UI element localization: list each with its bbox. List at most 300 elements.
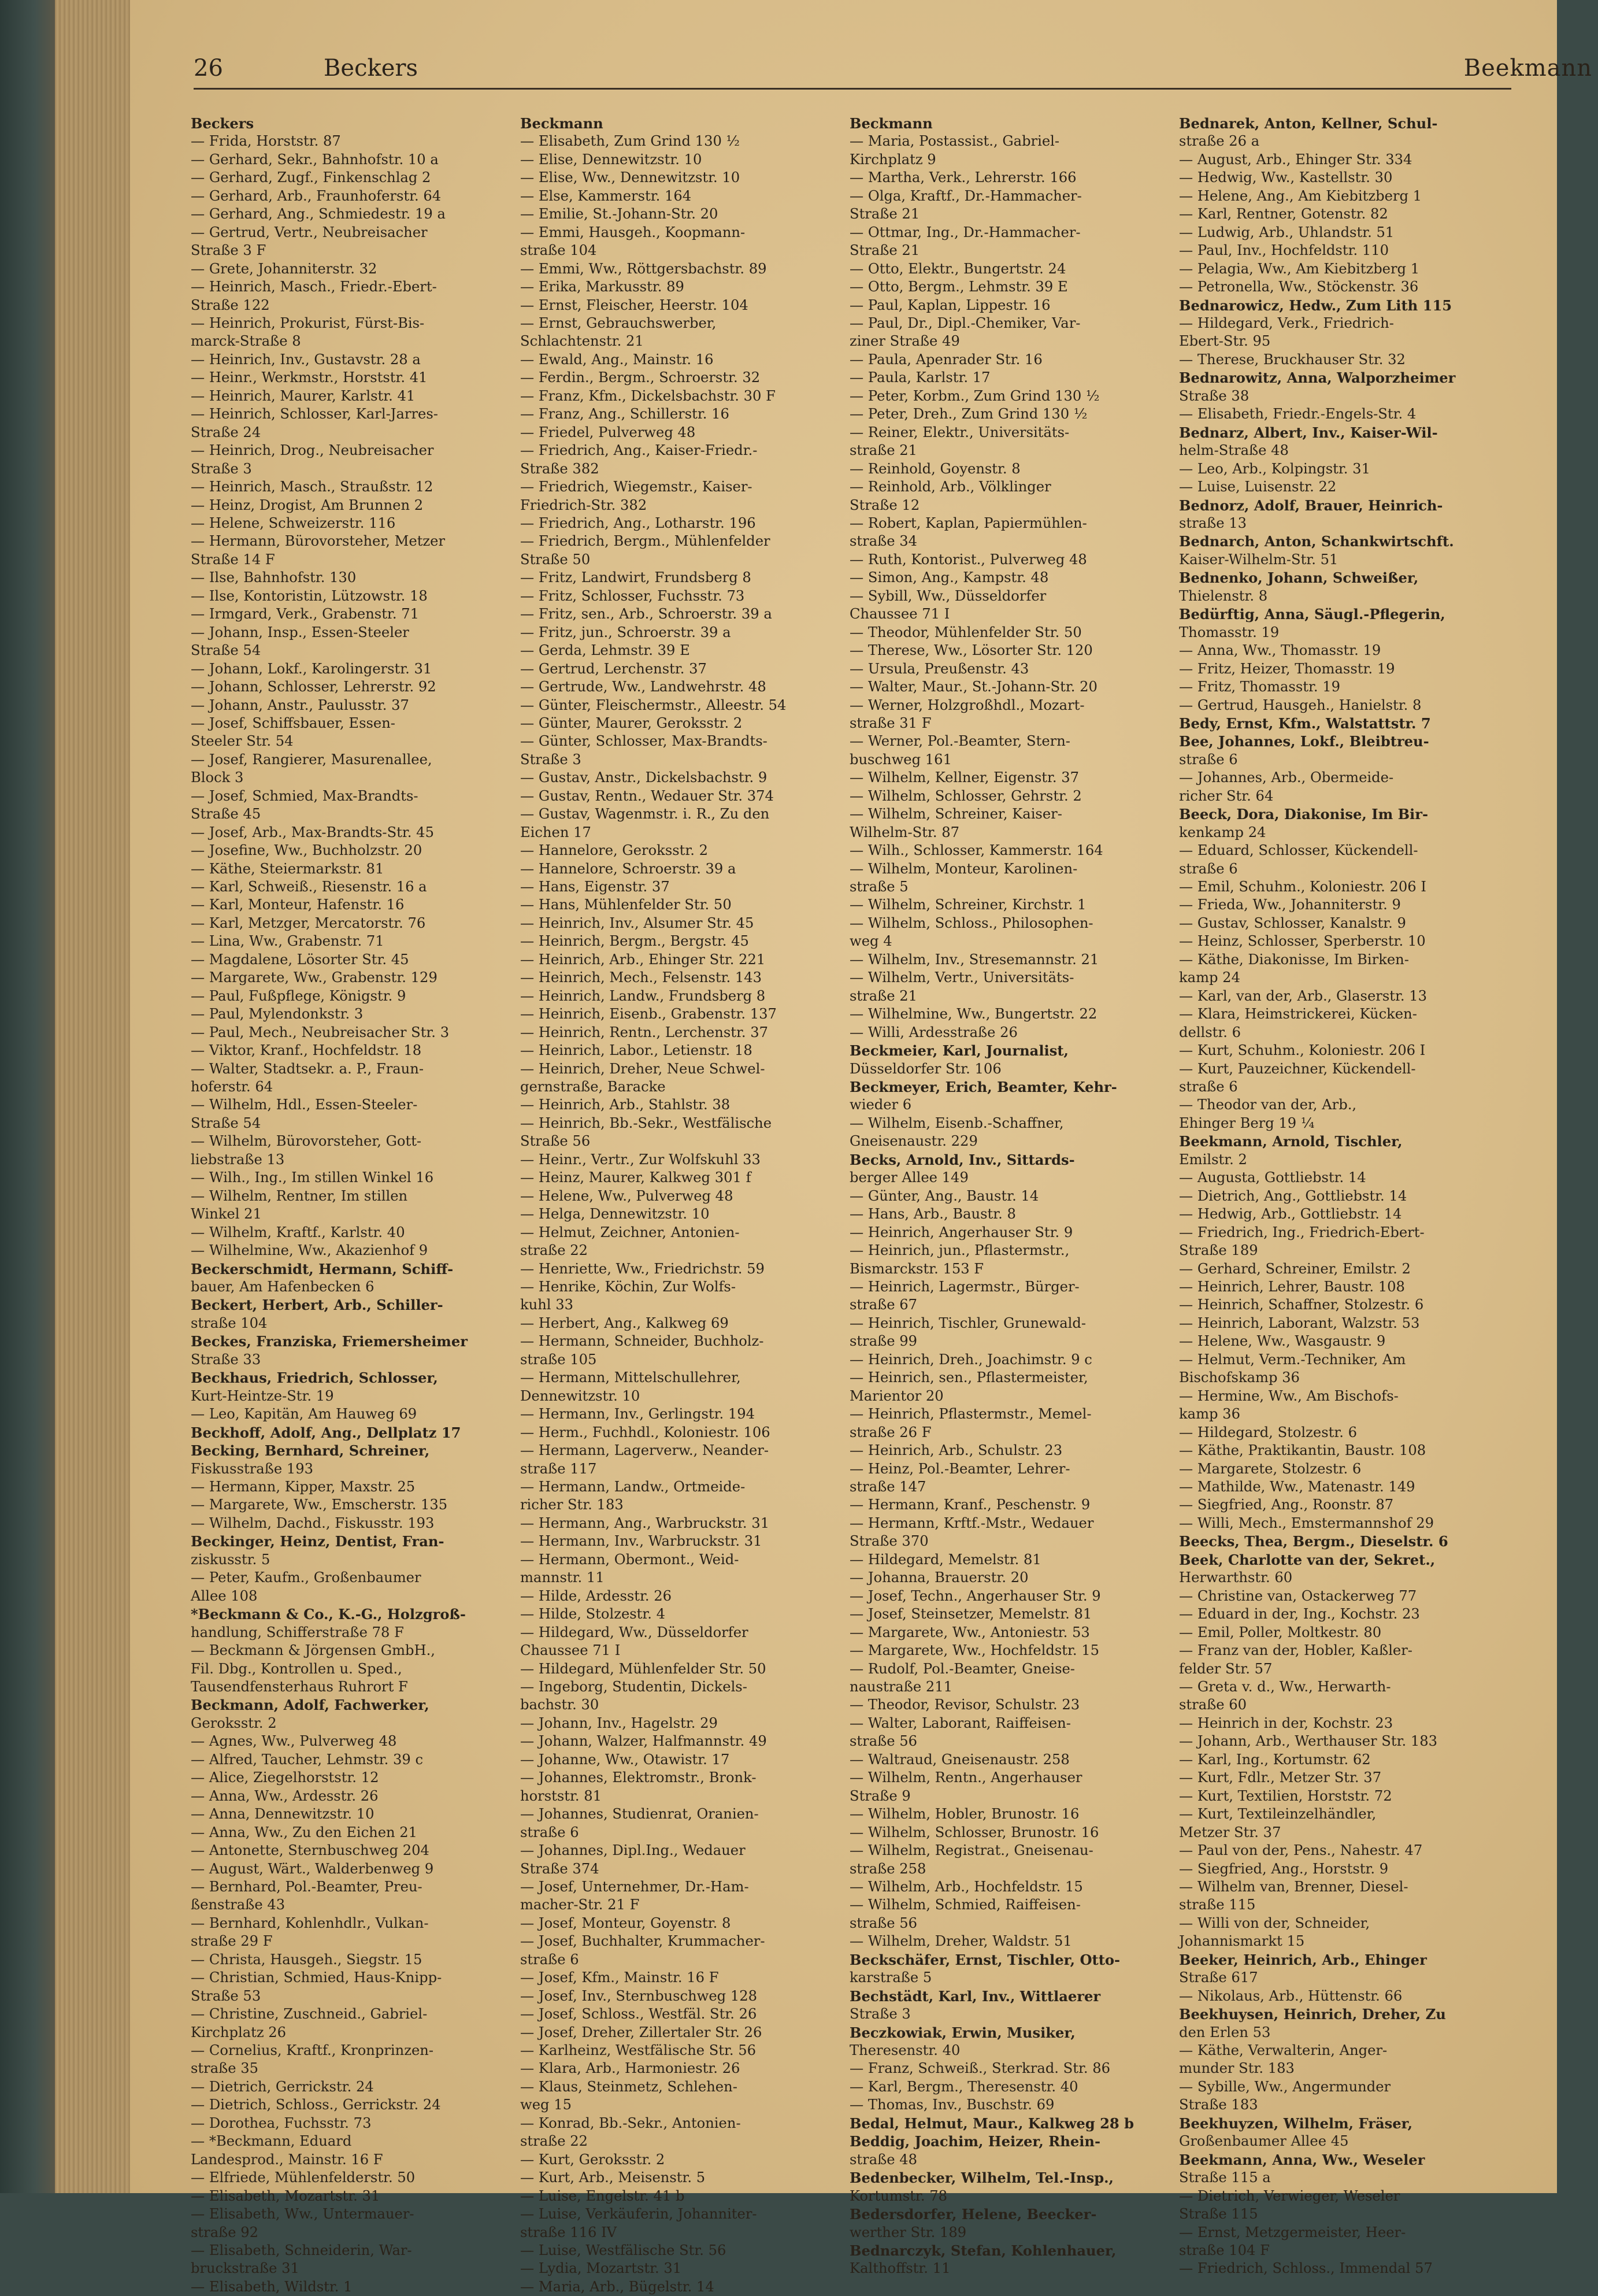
directory-entry: — Franz, Kfm., Dickelsbachstr. 30 F (520, 387, 776, 404)
directory-entry: — Karlheinz, Westfälische Str. 56 (520, 2042, 757, 2059)
directory-entry: — Helmut, Verm.-Techniker, Am (1179, 1351, 1406, 1368)
directory-entry: — Walter, Laborant, Raiffeisen- (850, 1714, 1071, 1731)
directory-entry: — Magdalene, Lösorter Str. 45 (191, 951, 409, 968)
directory-surname-entry: Beckschäfer, Ernst, Tischler, Otto- (850, 1951, 1121, 1968)
directory-entry: — Heinrich, Masch., Straußstr. 12 (191, 479, 433, 495)
directory-entry: — Klaus, Steinmetz, Schlehen- (520, 2078, 737, 2095)
directory-entry: straße 6 (1179, 860, 1238, 877)
directory-entry: — Hermann, Kipper, Maxstr. 25 (191, 1478, 416, 1495)
directory-entry: — Josef, Inv., Sternbuschweg 128 (520, 1987, 758, 2004)
directory-entry: — Wilhelm, Schreiner, Kirchstr. 1 (850, 897, 1087, 913)
directory-entry: — Karl, Monteur, Hafenstr. 16 (191, 897, 405, 913)
directory-entry: — Dietrich, Gerrickstr. 24 (191, 2078, 374, 2095)
directory-entry: — Fritz, Heizer, Thomasstr. 19 (1179, 660, 1395, 677)
directory-entry: — Heinrich, Lagermstr., Bürger- (850, 1279, 1080, 1295)
directory-entry: — Hermann, Lagerverw., Neander- (520, 1442, 769, 1459)
directory-entry: kenkamp 24 (1179, 824, 1266, 840)
directory-entry: — Ernst, Gebrauchswerber, (520, 314, 717, 331)
directory-entry: straße 60 (1179, 1697, 1247, 1713)
directory-entry: — Emmi, Hausgeh., Koopmann- (520, 224, 746, 240)
directory-entry: — Kurt, Textileinzelhändler, (1179, 1806, 1377, 1823)
directory-entry: — Willi, Ardesstraße 26 (850, 1024, 1018, 1040)
page-number: 26 (194, 55, 223, 82)
directory-entry: — Heinrich, Landw., Frundsberg 8 (520, 987, 766, 1004)
directory-entry: — Karl, Ing., Kortumstr. 62 (1179, 1751, 1371, 1768)
directory-entry: — Christa, Hausgeh., Siegstr. 15 (191, 1951, 422, 1968)
directory-entry: — Ilse, Kontoristin, Lützowstr. 18 (191, 587, 428, 604)
directory-entry: Straße 382 (520, 460, 599, 477)
directory-surname-entry: Beckhaus, Friedrich, Schlosser, (191, 1369, 438, 1387)
directory-entry: straße 6 (520, 1951, 579, 1968)
directory-entry: — Josef, Unternehmer, Dr.-Ham- (520, 1878, 749, 1895)
directory-surname-entry: Beecks, Thea, Bergm., Dieselstr. 6 (1179, 1533, 1448, 1550)
directory-entry: — Günter, Ang., Baustr. 14 (850, 1187, 1039, 1204)
directory-entry: — Friedrich, Ing., Friedrich-Ebert- (1179, 1224, 1425, 1240)
directory-entry: — Sybill, Ww., Düsseldorfer (850, 587, 1047, 604)
directory-entry: — Heinrich, Dreh., Joachimstr. 9 c (850, 1351, 1092, 1368)
directory-entry: — Hermann, Schneider, Buchholz- (520, 1333, 764, 1350)
directory-surname-entry: Beczkowiak, Erwin, Musiker, (850, 2024, 1076, 2041)
directory-entry: — Günter, Schlosser, Max-Brandts- (520, 733, 768, 750)
directory-page (130, 0, 1592, 2295)
directory-entry: hoferstr. 64 (191, 1079, 273, 1095)
directory-entry: — Kurt, Pauzeichner, Kückendell- (1179, 1060, 1416, 1077)
directory-entry: — Walter, Maur., St.-Johann-Str. 20 (850, 679, 1098, 695)
directory-entry: — Christine van, Ostackerweg 77 (1179, 1587, 1417, 1604)
directory-entry: — Hermann, Krftf.-Mstr., Wedauer (850, 1514, 1094, 1531)
directory-entry: Straße 3 (850, 2006, 911, 2023)
directory-entry: — Hedwig, Ww., Kastellstr. 30 (1179, 169, 1393, 186)
directory-entry: berger Allee 149 (850, 1169, 969, 1186)
directory-entry: — Hermann, Kranf., Peschenstr. 9 (850, 1497, 1091, 1513)
directory-entry: Straße 33 (191, 1351, 261, 1368)
directory-entry: — Paul, Dr., Dipl.-Chemiker, Var- (850, 314, 1081, 331)
directory-entry: straße 67 (850, 1297, 918, 1313)
directory-entry: — Josef, Buchhalter, Krummacher- (520, 1933, 765, 1950)
directory-entry: — Luise, Luisenstr. 22 (1179, 479, 1337, 495)
directory-entry: — Heinrich, Drog., Neubreisacher (191, 442, 434, 459)
directory-entry: — Heinrich, sen., Pflastermeister, (850, 1369, 1088, 1386)
directory-entry: Straße 617 (1179, 1969, 1258, 1986)
directory-surname-entry: Bednenko, Johann, Schweißer, (1179, 569, 1419, 587)
directory-entry: Straße 183 (1179, 2097, 1258, 2113)
directory-entry: Emilstr. 2 (1179, 1151, 1247, 1168)
directory-entry: dellstr. 6 (1179, 1024, 1241, 1040)
directory-entry: — Wilhelm, Inv., Stresemannstr. 21 (850, 951, 1099, 968)
directory-entry: — Erika, Markusstr. 89 (520, 279, 684, 295)
directory-entry: — Reiner, Elektr., Universitäts- (850, 424, 1070, 440)
directory-entry: — Theodor, Mühlenfelder Str. 50 (850, 624, 1082, 640)
directory-entry: — Heinz, Pol.-Beamter, Lehrer- (850, 1460, 1070, 1477)
directory-entry: straße 21 (850, 442, 918, 459)
directory-entry: — Wilhelm, Vertr., Universitäts- (850, 969, 1074, 986)
directory-entry: — Paula, Karlstr. 17 (850, 369, 991, 386)
directory-entry: — Günter, Maurer, Geroksstr. 2 (520, 714, 743, 731)
directory-surname-entry: Beckinger, Heinz, Dentist, Fran- (191, 1533, 444, 1550)
directory-entry: Straße 3 F (191, 242, 266, 259)
directory-entry: straße 258 (850, 1860, 926, 1877)
directory-entry: — Franz van der, Hobler, Kaßler- (1179, 1642, 1412, 1659)
directory-entry: — Hermann, Landw., Ortmeide- (520, 1478, 746, 1495)
directory-entry: Johannismarkt 15 (1179, 1933, 1305, 1950)
directory-column-1 (191, 114, 514, 2296)
directory-entry: — Hans, Mühlenfelder Str. 50 (520, 897, 732, 913)
directory-entry: — Heinrich, Schaffner, Stolzestr. 6 (1179, 1297, 1424, 1313)
directory-entry: — Emil, Poller, Moltkestr. 80 (1179, 1624, 1382, 1640)
directory-entry: — Paul, Inv., Hochfeldstr. 110 (1179, 242, 1389, 259)
directory-entry: wieder 6 (850, 1097, 912, 1113)
directory-entry: — Dietrich, Ang., Gottliebstr. 14 (1179, 1187, 1407, 1204)
directory-entry: — Gerda, Lehmstr. 39 E (520, 642, 690, 659)
directory-surname-entry: Bednarczyk, Stefan, Kohlenhauer, (850, 2242, 1117, 2260)
directory-entry: — Friedrich, Ang., Lotharstr. 196 (520, 514, 756, 531)
directory-entry: Düsseldorfer Str. 106 (850, 1060, 1002, 1077)
directory-entry: — Josef, Arb., Max-Brandts-Str. 45 (191, 824, 434, 840)
directory-entry: — Bernhard, Pol.-Beamter, Preu- (191, 1878, 422, 1895)
directory-entry: — Heinrich, Schlosser, Karl-Jarres- (191, 406, 438, 423)
directory-entry: — Heinrich, Arb., Schulstr. 23 (850, 1442, 1063, 1459)
directory-entry: straße 104 F (1179, 2242, 1270, 2259)
directory-entry: — Hildegard, Ww., Düsseldorfer (520, 1624, 748, 1640)
directory-column-4 (1179, 114, 1526, 2278)
directory-entry: — Anna, Ww., Zu den Eichen 21 (191, 1824, 418, 1840)
directory-entry: straße 26 a (1179, 133, 1260, 150)
directory-entry: straße 99 (850, 1333, 918, 1350)
directory-entry: — Kurt, Schuhm., Koloniestr. 206 I (1179, 1042, 1426, 1059)
directory-entry: — Luise, Engelstr. 41 b (520, 2187, 685, 2204)
directory-entry: helm-Straße 48 (1179, 442, 1289, 459)
directory-entry: — Gerhard, Arb., Fraunhoferstr. 64 (191, 187, 442, 204)
directory-entry: — Reinhold, Goyenstr. 8 (850, 460, 1021, 477)
directory-entry: — Luise, Verkäuferin, Johanniter- (520, 2206, 757, 2223)
directory-entry: — Sybille, Ww., Angermunder (1179, 2078, 1391, 2095)
directory-entry: — Johannes, Studienrat, Oranien- (520, 1806, 759, 1823)
directory-entry: — Heinrich, Lehrer, Baustr. 108 (1179, 1279, 1405, 1295)
directory-entry: straße 104 (191, 1314, 268, 1331)
directory-entry: — Elisabeth, Friedr.-Engels-Str. 4 (1179, 406, 1417, 423)
directory-entry: — Heinz, Schlosser, Sperberstr. 10 (1179, 933, 1426, 950)
directory-entry: — Elise, Dennewitzstr. 10 (520, 151, 702, 168)
directory-entry: Straße 38 (1179, 387, 1250, 404)
directory-entry: — Ilse, Bahnhofstr. 130 (191, 569, 357, 586)
directory-entry: — Luise, Westfälische Str. 56 (520, 2242, 726, 2259)
directory-entry: — Dorothea, Fuchsstr. 73 (191, 2114, 372, 2131)
directory-surname-entry: Beckes, Franziska, Friemersheimer (191, 1333, 468, 1350)
directory-entry: — Hans, Eigenstr. 37 (520, 879, 670, 895)
directory-entry: Straße 9 (850, 1787, 911, 1804)
directory-entry: Kirchplatz 26 (191, 2024, 287, 2041)
directory-entry: — Hermann, Inv., Warbruckstr. 31 (520, 1533, 762, 1550)
header-rule (194, 88, 1511, 90)
directory-entry: Straße 374 (520, 1860, 599, 1877)
directory-entry: — Kurt, Arb., Meisenstr. 5 (520, 2169, 706, 2186)
directory-entry: — Paula, Apenrader Str. 16 (850, 351, 1043, 368)
directory-entry: — Eduard in der, Ing., Kochstr. 23 (1179, 1606, 1420, 1623)
directory-entry: Theresenstr. 40 (850, 2042, 961, 2059)
directory-entry: Straße 54 (191, 642, 261, 659)
directory-entry: — Wilhelm, Rentn., Angerhauser (850, 1769, 1082, 1786)
directory-entry: Straße 115 (1179, 2206, 1258, 2223)
directory-entry: straße 105 (520, 1351, 597, 1368)
directory-entry: — Otto, Elektr., Bungertstr. 24 (850, 260, 1066, 277)
directory-surname-entry: Bednorz, Adolf, Brauer, Heinrich- (1179, 497, 1443, 514)
directory-entry: — Heinrich, Eisenb., Grabenstr. 137 (520, 1006, 777, 1023)
directory-entry: — Elisabeth, Schneiderin, War- (191, 2242, 412, 2259)
directory-entry: straße 34 (850, 533, 918, 550)
directory-entry: — Heinr., Vertr., Zur Wolfskuhl 33 (520, 1151, 761, 1168)
directory-entry: — Antonette, Sternbuschweg 204 (191, 1842, 429, 1859)
directory-entry: — Walter, Stadtsekr. a. P., Fraun- (191, 1060, 424, 1077)
directory-entry: Straße 122 (191, 297, 270, 313)
directory-entry: — Emmi, Ww., Röttgersbachstr. 89 (520, 260, 767, 277)
directory-entry: — Hermann, Mittelschullehrer, (520, 1369, 741, 1386)
directory-entry: Straße 14 F (191, 551, 275, 568)
directory-surname-entry: Beckhoff, Adolf, Ang., Dellplatz 17 (191, 1424, 461, 1441)
directory-entry: Ebert-Str. 95 (1179, 333, 1271, 350)
directory-entry: liebstraße 13 (191, 1151, 285, 1168)
directory-entry: — Gerhard, Ang., Schmiedestr. 19 a (191, 206, 446, 223)
directory-entry: — Hermann, Inv., Gerlingstr. 194 (520, 1406, 755, 1423)
directory-entry: — Konrad, Bb.-Sekr., Antonien- (520, 2114, 741, 2131)
directory-entry: — Kurt, Fdlr., Metzer Str. 37 (1179, 1769, 1382, 1786)
directory-entry: — Wilhelm, Dachd., Fiskusstr. 193 (191, 1514, 435, 1531)
directory-entry: — Friedrich, Ang., Kaiser-Friedr.- (520, 442, 758, 459)
directory-entry: — Karl, Metzger, Mercatorstr. 76 (191, 914, 426, 931)
directory-entry: — Helene, Ang., Am Kiebitzberg 1 (1179, 187, 1422, 204)
directory-entry: Straße 3 (191, 460, 252, 477)
directory-entry: — Karl, Bergm., Theresenstr. 40 (850, 2078, 1078, 2095)
directory-entry: bachstr. 30 (520, 1697, 599, 1713)
directory-entry: — Heinrich, Tischler, Grunewald- (850, 1314, 1087, 1331)
directory-surname-entry: Beckmann (520, 115, 603, 132)
directory-surname-entry: Beeker, Heinrich, Arb., Ehinger (1179, 1951, 1427, 1968)
directory-entry: — Paul, Mylendonkstr. 3 (191, 1006, 364, 1023)
directory-entry: — Alice, Ziegelhorststr. 12 (191, 1769, 379, 1786)
directory-entry: — Viktor, Kranf., Hochfeldstr. 18 (191, 1042, 422, 1059)
directory-entry: straße 13 (1179, 514, 1247, 531)
directory-entry: handlung, Schifferstraße 78 F (191, 1624, 404, 1640)
directory-entry: — Herm., Fuchhdl., Koloniestr. 106 (520, 1424, 770, 1440)
directory-entry: — Gertrud, Lerchenstr. 37 (520, 660, 707, 677)
directory-entry: — Robert, Kaplan, Papiermühlen- (850, 514, 1087, 531)
directory-entry: — Hildegard, Stolzestr. 6 (1179, 1424, 1358, 1440)
directory-entry: — Wilh., Ing., Im stillen Winkel 16 (191, 1169, 434, 1186)
directory-entry: Chaussee 71 I (520, 1642, 621, 1659)
directory-entry: — Friedrich, Wiegemstr., Kaiser- (520, 479, 752, 495)
directory-entry: — Petronella, Ww., Stöckenstr. 36 (1179, 279, 1419, 295)
directory-entry: — Wilhelm, Dreher, Waldstr. 51 (850, 1933, 1072, 1950)
directory-entry: — Karl, Schweiß., Riesenstr. 16 a (191, 879, 427, 895)
directory-entry: Straße 53 (191, 1987, 261, 2004)
directory-column-3 (850, 114, 1173, 2278)
directory-entry: — Simon, Ang., Kampstr. 48 (850, 569, 1049, 586)
directory-entry: — Wilhelm, Kraftf., Karlstr. 40 (191, 1224, 405, 1240)
directory-surname-entry: Beckert, Herbert, Arb., Schiller- (191, 1297, 443, 1314)
directory-entry: — Hermann, Bürovorsteher, Metzer (191, 533, 446, 550)
directory-entry: — Fritz, jun., Schroerstr. 39 a (520, 624, 731, 640)
directory-entry: — Alfred, Taucher, Lehmstr. 39 c (191, 1751, 424, 1768)
directory-surname-entry: Beckmeyer, Erich, Beamter, Kehr- (850, 1079, 1117, 1096)
directory-entry: — Margarete, Ww., Hochfeldstr. 15 (850, 1642, 1100, 1659)
directory-entry: ziner Straße 49 (850, 333, 960, 350)
directory-entry: — Grete, Johanniterstr. 32 (191, 260, 377, 277)
directory-entry: — Wilhelmine, Ww., Akazienhof 9 (191, 1242, 428, 1259)
directory-entry: Straße 24 (191, 424, 261, 440)
directory-entry: — Eduard, Schlosser, Kückendell- (1179, 842, 1418, 859)
directory-entry: — Heinrich, Dreher, Neue Schwel- (520, 1060, 765, 1077)
directory-entry: — Werner, Holzgroßhdl., Mozart- (850, 697, 1085, 713)
directory-entry: Straße 12 (850, 497, 920, 513)
directory-entry: — Peter, Dreh., Zum Grind 130 ½ (850, 406, 1088, 423)
directory-entry: — Christian, Schmied, Haus-Knipp- (191, 1969, 442, 1986)
directory-entry: horststr. 81 (520, 1787, 602, 1804)
directory-entry: — Hedwig, Arb., Gottliebstr. 14 (1179, 1206, 1402, 1223)
directory-entry: — Olga, Kraftf., Dr.-Hammacher- (850, 187, 1082, 204)
directory-entry: — Hildegard, Verk., Friedrich- (1179, 314, 1394, 331)
directory-entry: — Johannes, Elektromstr., Bronk- (520, 1769, 757, 1786)
directory-entry: straße 117 (520, 1460, 597, 1477)
directory-entry: — Josef, Schmied, Max-Brandts- (191, 787, 418, 804)
directory-entry: — Franz, Ang., Schillerstr. 16 (520, 406, 729, 423)
directory-entry: — Hannelore, Geroksstr. 2 (520, 842, 709, 859)
directory-entry: straße 115 (1179, 1897, 1256, 1913)
directory-entry: munder Str. 183 (1179, 2060, 1295, 2077)
directory-entry: — Heinrich, Inv., Alsumer Str. 45 (520, 914, 754, 931)
directory-entry: — Heinrich, Mech., Felsenstr. 143 (520, 969, 762, 986)
directory-entry: Chaussee 71 I (850, 606, 950, 623)
directory-entry: Straße 115 a (1179, 2169, 1271, 2186)
directory-entry: — Klara, Arb., Harmoniestr. 26 (520, 2060, 740, 2077)
directory-entry: — Helga, Dennewitzstr. 10 (520, 1206, 710, 1223)
directory-entry: — Wilhelm, Hobler, Brunostr. 16 (850, 1806, 1080, 1823)
directory-entry: — Siegfried, Ang., Roonstr. 87 (1179, 1497, 1394, 1513)
directory-entry: — Anna, Ww., Ardesstr. 26 (191, 1787, 379, 1804)
directory-surname-entry: Bedal, Helmut, Maur., Kalkweg 28 b (850, 2114, 1134, 2132)
directory-entry: — Christine, Zuschneid., Gabriel- (191, 2006, 428, 2023)
directory-entry: — Heinz, Drogist, Am Brunnen 2 (191, 497, 424, 513)
directory-entry: — Friedel, Pulverweg 48 (520, 424, 696, 440)
directory-entry: — Irmgard, Verk., Grabenstr. 71 (191, 606, 419, 623)
directory-entry: — Johann, Arb., Werthauser Str. 183 (1179, 1733, 1438, 1750)
directory-entry: — Johann, Inv., Hagelstr. 29 (520, 1714, 718, 1731)
directory-entry: — Heinrich, Arb., Ehinger Str. 221 (520, 951, 766, 968)
directory-entry: straße 22 (520, 2133, 588, 2150)
directory-entry: — Emilie, St.-Johann-Str. 20 (520, 206, 718, 223)
directory-entry: Ehinger Berg 19 ¼ (1179, 1114, 1315, 1131)
directory-entry: straße 35 (191, 2060, 259, 2077)
directory-entry: — Rudolf, Pol.-Beamter, Gneise- (850, 1660, 1075, 1677)
directory-entry: — Fritz, Landwirt, Frundsberg 8 (520, 569, 751, 586)
directory-entry: — Augusta, Gottliebstr. 14 (1179, 1169, 1366, 1186)
directory-entry: — Ernst, Fleischer, Heerstr. 104 (520, 297, 748, 313)
directory-surname-entry: Bedürftig, Anna, Säugl.-Pflegerin, (1179, 606, 1445, 623)
directory-entry: — Heinrich, Laborant, Walzstr. 53 (1179, 1314, 1420, 1331)
directory-entry: weg 4 (850, 933, 892, 950)
directory-entry: straße 116 IV (520, 2224, 617, 2241)
directory-entry: straße 26 F (850, 1424, 932, 1440)
directory-entry: — Josef, Techn., Angerhauser Str. 9 (850, 1587, 1101, 1604)
directory-entry: Geroksstr. 2 (191, 1714, 277, 1731)
directory-entry: — Emil, Schuhm., Koloniestr. 206 I (1179, 879, 1426, 895)
directory-entry: buschweg 161 (850, 751, 952, 768)
directory-entry: — Theodor, Revisor, Schulstr. 23 (850, 1697, 1080, 1713)
directory-entry: straße 56 (850, 1914, 918, 1931)
directory-entry: — Karl, van der, Arb., Glaserstr. 13 (1179, 987, 1428, 1004)
directory-entry: — Gustav, Anstr., Dickelsbachstr. 9 (520, 769, 768, 786)
directory-entry: straße 6 (1179, 1079, 1238, 1095)
directory-entry: — Wilhelm, Schlosser, Brunostr. 16 (850, 1824, 1099, 1840)
directory-surname-entry: Bedersdorfer, Helene, Beecker- (850, 2206, 1097, 2223)
directory-entry: Kaiser-Wilhelm-Str. 51 (1179, 551, 1339, 568)
directory-entry: — Gertrud, Hausgeh., Hanielstr. 8 (1179, 697, 1422, 713)
directory-entry: — Josef, Schiffsbauer, Essen- (191, 714, 395, 731)
directory-entry: straße 29 F (191, 1933, 273, 1950)
directory-entry: — Otto, Bergm., Lehmstr. 39 E (850, 279, 1068, 295)
directory-surname-entry: Bednarowitz, Anna, Walporzheimer (1179, 369, 1456, 387)
directory-column-2 (520, 114, 844, 2296)
directory-entry: — Peter, Kaufm., Großenbaumer (191, 1569, 421, 1586)
directory-surname-entry: Beckmann, Adolf, Fachwerker, (191, 1697, 429, 1714)
directory-entry: weg 15 (520, 2097, 572, 2113)
directory-entry: straße 104 (520, 242, 597, 259)
directory-entry: bruckstraße 31 (191, 2260, 299, 2277)
directory-entry: marck-Straße 8 (191, 333, 301, 350)
directory-surname-entry: Beckmeier, Karl, Journalist, (850, 1042, 1069, 1060)
directory-entry: — Frieda, Ww., Johanniterstr. 9 (1179, 897, 1401, 913)
directory-entry: — Margarete, Ww., Antoniestr. 53 (850, 1624, 1090, 1640)
directory-entry: straße 56 (850, 1733, 918, 1750)
directory-entry: — Käthe, Diakonisse, Im Birken- (1179, 951, 1409, 968)
directory-entry: — Heinrich, Masch., Friedr.-Ebert- (191, 279, 437, 295)
directory-entry: — Peter, Korbm., Zum Grind 130 ½ (850, 387, 1100, 404)
directory-surname-entry: Bednarek, Anton, Kellner, Schul- (1179, 115, 1438, 132)
directory-entry: Straße 54 (191, 1114, 261, 1131)
directory-entry: — Josef, Kfm., Mainstr. 16 F (520, 1969, 719, 1986)
directory-entry: — Heinrich, Prokurist, Fürst-Bis- (191, 314, 425, 331)
directory-entry: — Hermine, Ww., Am Bischofs- (1179, 1387, 1399, 1404)
directory-entry: — Willi, Mech., Emstermannshof 29 (1179, 1514, 1434, 1531)
directory-entry: Kurt-Heintze-Str. 19 (191, 1387, 334, 1404)
directory-entry: — Hildegard, Mühlenfelder Str. 50 (520, 1660, 766, 1677)
directory-entry: — Johann, Insp., Essen-Steeler (191, 624, 409, 640)
directory-entry: — Waltraud, Gneisenaustr. 258 (850, 1751, 1070, 1768)
directory-entry: — Leo, Arb., Kolpingstr. 31 (1179, 460, 1370, 477)
directory-entry: felder Str. 57 (1179, 1660, 1273, 1677)
directory-entry: — Dietrich, Verwieger, Weseler (1179, 2187, 1400, 2204)
directory-entry: — Ottmar, Ing., Dr.-Hammacher- (850, 224, 1081, 240)
directory-entry: — Heinrich, Rentn., Lerchenstr. 37 (520, 1024, 769, 1040)
directory-entry: — Herbert, Ang., Kalkweg 69 (520, 1314, 729, 1331)
directory-entry: — Heinrich, jun., Pflastermstr., (850, 1242, 1070, 1259)
directory-surname-entry: Bednarch, Anton, Schankwirtschft. (1179, 533, 1454, 550)
directory-surname-entry: Bee, Johannes, Lokf., Bleibtreu- (1179, 733, 1429, 750)
directory-entry: Bismarckstr. 153 F (850, 1260, 984, 1277)
directory-entry: — Gerhard, Schreiner, Emilstr. 2 (1179, 1260, 1411, 1277)
directory-entry: Allee 108 (191, 1587, 258, 1604)
directory-entry: — Josef, Schloss., Westfäl. Str. 26 (520, 2006, 757, 2023)
directory-entry: Metzer Str. 37 (1179, 1824, 1281, 1840)
directory-entry: Großenbaumer Allee 45 (1179, 2133, 1349, 2150)
directory-surname-entry: Becking, Bernhard, Schreiner, (191, 1442, 430, 1460)
header-first-keyword: Beckers (324, 55, 418, 82)
directory-entry: — Käthe, Steiermarkstr. 81 (191, 860, 384, 877)
directory-entry: — Anna, Dennewitzstr. 10 (191, 1806, 375, 1823)
directory-surname-entry: Beddig, Joachim, Heizer, Rhein- (850, 2133, 1101, 2150)
directory-entry: — Heinrich, Arb., Stahlstr. 38 (520, 1097, 731, 1113)
directory-entry: — Wilhelm, Eisenb.-Schaffner, (850, 1114, 1064, 1131)
directory-entry: — Wilhelm, Rentner, Im stillen (191, 1187, 408, 1204)
directory-surname-entry: Beekhuyzen, Wilhelm, Fräser, (1179, 2114, 1413, 2132)
